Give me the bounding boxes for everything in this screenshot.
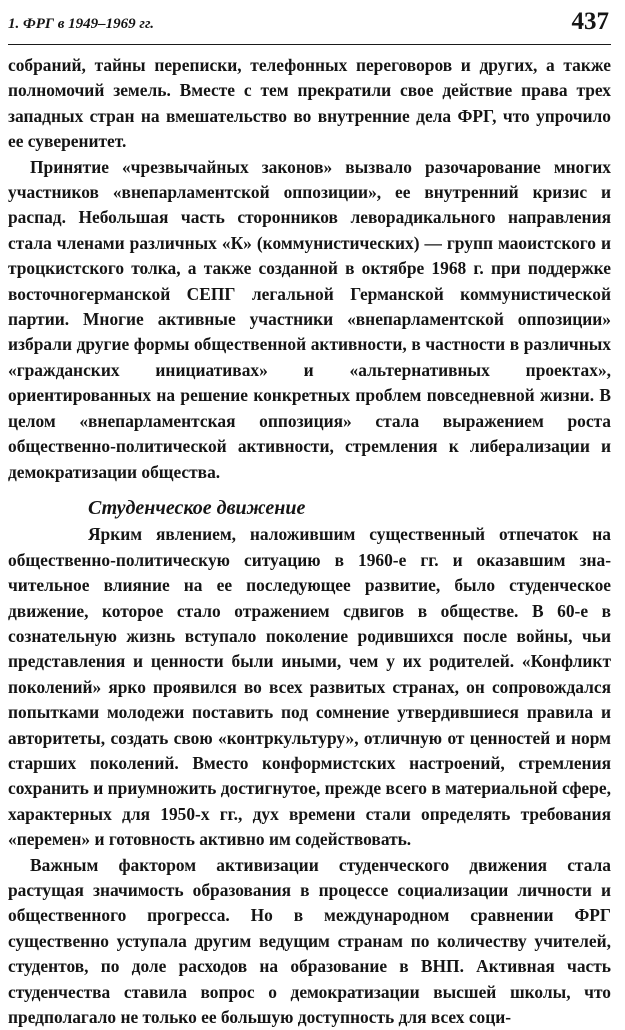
paragraph-3: Ярким явлением, наложившим существенный отпечаток на общественно-политическую ситуацию в 1960-е гг. и оказавшим значительное влияние на ее последующее развитие, было студенческое движение, которое стало отражением сдвигов в обществе. В 60-е в сознательную жизнь вступало поколение родившихся после войны, чьи представления и ценности были иными, чем у их родителей. «Конфликт поколений» ярко проявился во всех развитых странах, он сопровождался попытками молодежи поставить под сомнение утвердившиеся правила и авторитеты, создать свою «контркультуру», отличную от ценностей и норм старших поколений. Вместо конформистских настроений, стремления сохранить и приумножить достигнутое, прежде всего в материальной сфере, характерных для 1950-х гг., дух времени стали определять требования «перемен» и готовность активно им содействовать. <box>8 524 611 850</box>
page-number: 437 <box>571 8 609 35</box>
paragraph-1: собраний, тайны переписки, телефонных переговоров и других, а также полномочий земель. Вместе с тем прекратили свое действие права трех западных стран на вмешательство во внутренние дела ФРГ, что упрочило ее суверенитет. <box>8 55 611 152</box>
running-title: 1. ФРГ в 1949–1969 гг. <box>8 16 155 32</box>
paragraph-4: Важным фактором активизации студенческого движения стала растущая значимость образования в процессе социализации личности и общественного прогресса. Но в международном сравнении ФРГ существенно уступала другим ведущим странам по количеству учителей, студентов, по доле расходов на образование в ВНП. Активная часть студенчества ставила вопрос о демократизации высшей школы, что предполагало не только ее большую доступность для всех соци- <box>8 854 611 1028</box>
paragraph-2: Принятие «чрезвычайных законов» вызвало разочарование многих участников «внепарламентской оппозиции», ее внутренний кризис и распад. Небольшая часть сторонников леворадикального направления стала членами различных «К» (коммунистических) — групп маоистского и троцкистского толка, а также созданной в октябре 1968 г. при поддержке восточногерманской СЕПГ легальной Германской коммунистической партии. Многие активные участники «внепарламентской оппозиции» избрали другие формы общественной активности, в частности в различных «гражданских инициативах» и «альтернативных проектах», ориентированных на решение конкретных проблем повседневной жизни. В целом «внепарламентская оппозиция» стала выражением роста общественно-политической активности, стремления к либерализации и демократизации общества. <box>8 156 611 482</box>
body-text <box>8 53 611 1030</box>
page-header <box>8 6 611 45</box>
section-heading: Студенческое движение <box>88 496 306 519</box>
